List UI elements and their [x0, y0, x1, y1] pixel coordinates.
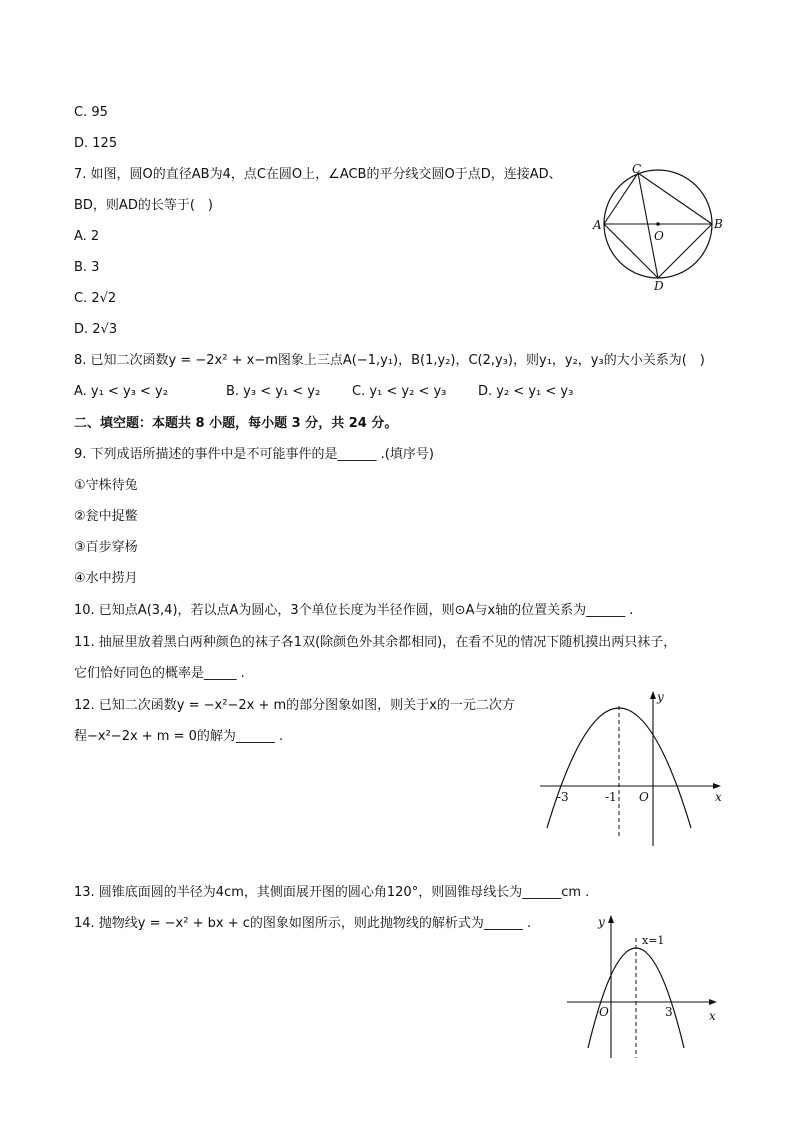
- center-point: [656, 222, 660, 226]
- q12-parabola-figure: [535, 688, 725, 850]
- tick-3: 3: [665, 1005, 673, 1019]
- q7-option-a: A. 2: [74, 229, 100, 244]
- q9-item-4: ④水中捞月: [74, 571, 138, 586]
- q8-stem: 8. 已知二次函数y = −2x² + x−m图象上三点A(−1,y₁)，B(1,y₂)，C(2,y₃)，则y₁，y₂，y₃的大小关系为( ): [74, 353, 705, 368]
- q8-option-c: C. y₁ < y₂ < y₃: [352, 384, 447, 399]
- q6-option-c: C. 95: [74, 105, 108, 120]
- q7-stem-line1: 7. 如图，圆O的直径AB为4，点C在圆O上，∠ACB的平分线交圆O于点D，连接AD、: [74, 167, 562, 182]
- q9-item-1: ①守株待兔: [74, 478, 138, 493]
- q7-option-b: B. 3: [74, 260, 100, 275]
- q9-item-3: ③百步穿杨: [74, 540, 138, 555]
- origin-label: O: [599, 1005, 609, 1019]
- q9-item-2: ②瓮中捉鳖: [74, 509, 138, 524]
- q13-stem: 13. 圆锥底面圆的半径为4cm，其侧面展开图的圆心角120°，则圆锥母线长为______cm .: [74, 885, 590, 900]
- q9-stem: 9. 下列成语所描述的事件中是不可能事件的是______ .(填序号): [74, 447, 434, 462]
- x-label: x: [715, 790, 722, 804]
- label-b: B: [714, 217, 723, 231]
- q10-stem: 10. 已知点A(3,4)，若以点A为圆心，3个单位长度为半径作圆，则⊙A与x轴的位置关系为______ .: [74, 603, 634, 618]
- label-o: O: [654, 229, 664, 243]
- q14-parabola-figure: [565, 910, 725, 1060]
- tick-neg1: -1: [605, 790, 617, 804]
- q7-circle-figure: [590, 160, 730, 295]
- q8-option-d: D. y₂ < y₁ < y₃: [478, 384, 574, 399]
- tick-neg3: -3: [557, 790, 569, 804]
- q14-stem: 14. 抛物线y = −x² + bx + c的图象如图所示，则此抛物线的解析式为______ .: [74, 916, 532, 931]
- q12-stem-line2: 程−x²−2x + m = 0的解为______ .: [74, 729, 284, 744]
- q7-option-d: D. 2√3: [74, 322, 118, 337]
- origin-label: O: [639, 790, 649, 804]
- y-label: y: [657, 690, 664, 704]
- q8-option-b: B. y₃ < y₁ < y₂: [226, 384, 321, 399]
- x-label: x: [709, 1009, 716, 1023]
- axis-label: x=1: [642, 934, 665, 947]
- section-2-heading: 二、填空题：本题共 8 小题，每小题 3 分，共 24 分。: [74, 416, 398, 431]
- q6-option-d: D. 125: [74, 136, 118, 151]
- label-a: A: [593, 218, 602, 232]
- q7-stem-line2: BD，则AD的长等于( ): [74, 198, 213, 213]
- q12-stem-line1: 12. 已知二次函数y = −x²−2x + m的部分图象如图，则关于x的一元二次方: [74, 698, 515, 713]
- q8-option-a: A. y₁ < y₃ < y₂: [74, 384, 168, 399]
- q7-option-c: C. 2√2: [74, 291, 117, 306]
- parabola: [547, 708, 691, 828]
- q11-stem-line2: 它们恰好同色的概率是_____ .: [74, 666, 245, 681]
- label-d: D: [654, 279, 664, 293]
- y-label: y: [598, 915, 605, 929]
- label-c: C: [632, 162, 642, 176]
- q11-stem-line1: 11. 抽屉里放着黑白两种颜色的袜子各1双(除颜色外其余都相同)，在看不见的情况下随机摸出两只袜子，: [74, 635, 677, 650]
